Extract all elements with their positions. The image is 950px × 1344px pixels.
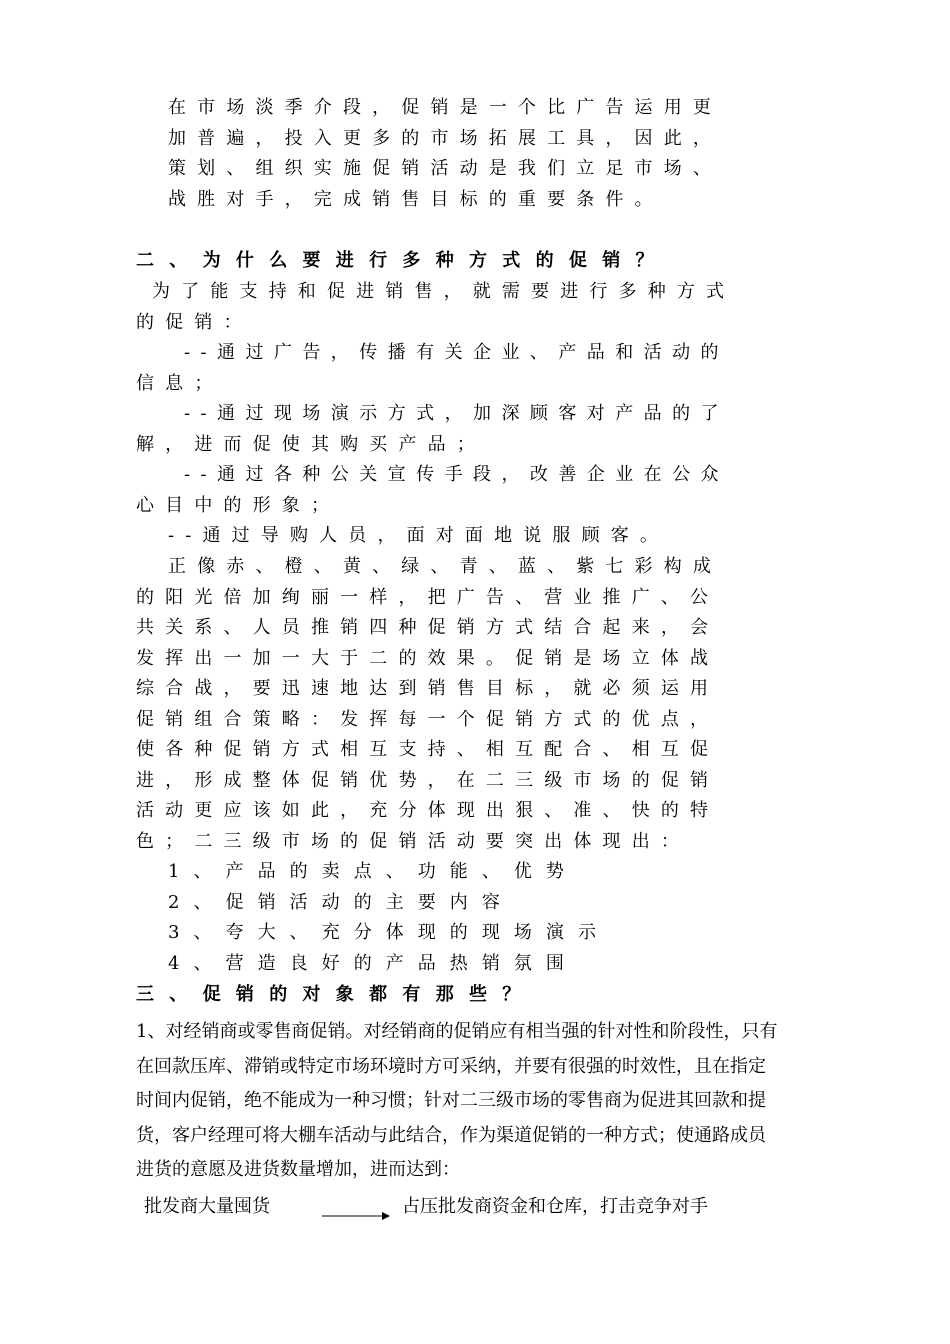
paragraph-line: 的阳光倍加绚丽一样，把广告、营业推广、公: [136, 587, 720, 608]
paragraph-line: 货，客户经理可将大棚车活动与此结合，作为渠道促销的一种方式；使通路成员: [136, 1125, 766, 1146]
paragraph-line: 在市场淡季介段，促销是一个比广告运用更: [168, 97, 723, 118]
paragraph-line: 正像赤、橙、黄、绿、青、蓝、紫七彩构成: [168, 556, 723, 577]
paragraph-line: 策划、组织实施促销活动是我们立足市场、: [168, 158, 723, 179]
paragraph-line: 促销组合策略：发挥每一个促销方式的优点，: [136, 709, 720, 730]
flow-to-text: 占压批发商资金和仓库，打击竞争对手: [402, 1196, 708, 1217]
paragraph-line: 为了能支持和促进销售，就需要进行多种方式: [152, 281, 736, 302]
arrow-right-icon: [322, 1210, 390, 1222]
paragraph-line: 发挥出一加一大于二的效果。促销是场立体战: [136, 648, 720, 669]
list-item: 3、夸大、充分体现的现场演示: [168, 922, 611, 943]
paragraph-line: 进，形成整体促销优势，在二三级市场的促销: [136, 770, 720, 791]
section-heading: 三、促销的对象都有那些？: [136, 984, 536, 1005]
section-heading: 二、为什么要进行多种方式的促销？: [136, 250, 669, 271]
paragraph-line: 使各种促销方式相互支持、相互配合、相互促: [136, 739, 720, 760]
list-item: 1、产品的卖点、功能、优势: [168, 861, 578, 882]
paragraph-line: --通过各种公关宣传手段，改善企业在公众: [184, 464, 729, 485]
paragraph-line: 的促销：: [136, 312, 253, 333]
paragraph-line: 1、对经销商或零售商促销。对经销商的促销应有相当强的针对性和阶段性，只有: [136, 1021, 778, 1042]
paragraph-line: 解，进而促使其购买产品；: [136, 434, 486, 455]
paragraph-line: 时间内促销，绝不能成为一种习惯；针对二三级市场的零售商为促进其回款和提: [136, 1090, 766, 1111]
paragraph-line: 色；二三级市场的促销活动要突出体现出：: [136, 831, 691, 852]
paragraph-line: 心目中的形象；: [136, 495, 341, 516]
paragraph-line: 加普遍，投入更多的市场拓展工具，因此，: [168, 128, 723, 149]
paragraph-line: 信息；: [136, 373, 224, 394]
paragraph-line: 在回款压库、滞销或特定市场环境时方可采纳，并要有很强的时效性，且在指定: [136, 1056, 766, 1077]
flow-from-text: 批发商大量囤货: [144, 1196, 270, 1217]
list-item: 2、促销活动的主要内容: [168, 892, 514, 913]
paragraph-line: 活动更应该如此，充分体现出狠、准、快的特: [136, 800, 720, 821]
paragraph-line: 战胜对手，完成销售目标的重要条件。: [168, 189, 664, 210]
paragraph-line: 进货的意愿及进货数量增加，进而达到：: [136, 1159, 460, 1180]
list-item: 4、营造良好的产品热销氛围: [168, 953, 578, 974]
paragraph-line: --通过广告，传播有关企业、产品和活动的: [184, 342, 729, 363]
paragraph-line: 共关系、人员推销四种促销方式结合起来，会: [136, 617, 720, 638]
paragraph-line: 综合战，要迅速地达到销售目标，就必须运用: [136, 678, 720, 699]
paragraph-line: --通过现场演示方式，加深顾客对产品的了: [184, 403, 729, 424]
paragraph-line: --通过导购人员，面对面地说服顾客。: [168, 525, 670, 546]
